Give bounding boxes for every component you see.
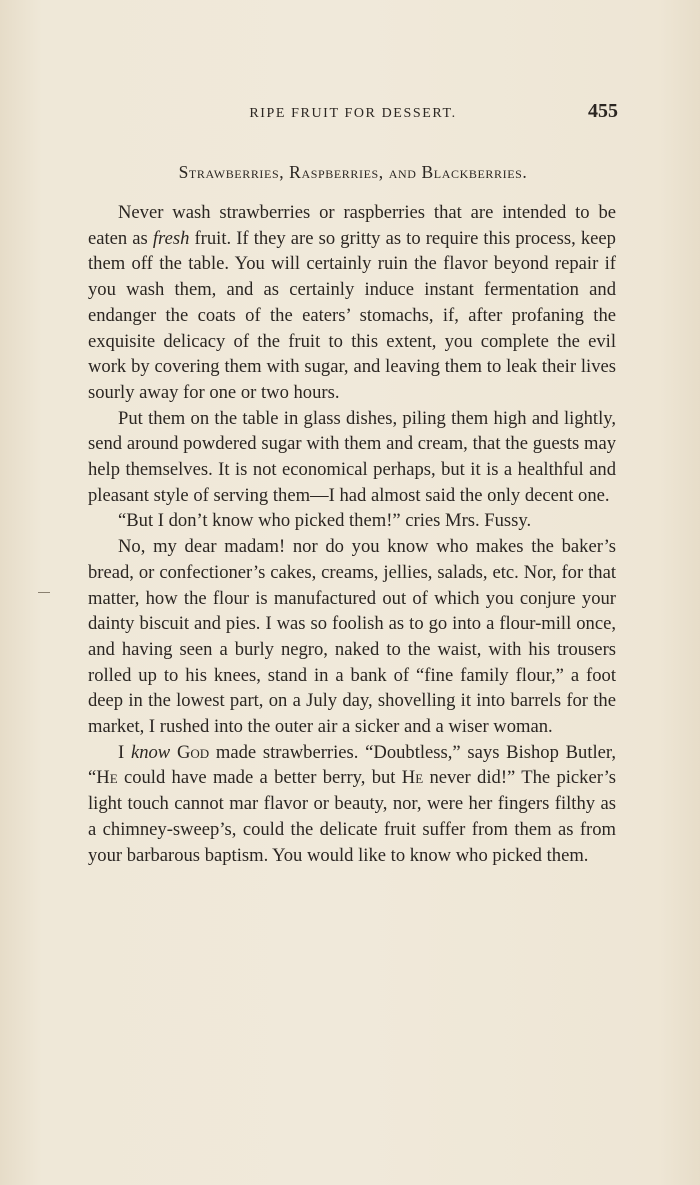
- paragraph: [88, 534, 616, 740]
- text-segment: I: [118, 741, 131, 763]
- text-segment: could have made a better berry, but: [117, 767, 402, 789]
- page-header: [88, 100, 618, 130]
- smallcaps-text: He: [96, 767, 118, 789]
- text-segment: never did!” The picker’s light touch cannot mar flavor or beauty, nor, were her fingers filthy as a chimney-sweep’s, could the delicate fruit suffer from them as from your barbarous baptism. You would like to know who picked them.: [88, 767, 616, 866]
- body-text: [88, 200, 616, 868]
- paragraph: [88, 200, 616, 406]
- text-segment: Never wash strawberries or raspberries that are intended to be eaten as: [88, 202, 616, 249]
- text-segment: fruit. If they are so gritty as to require this process, keep them off the table. You will certainly ruin the flavor beyond repair if you wash them, and as certainly induce instant fermentation and endanger the coats of the eaters’ stomachs, if, after profaning the exquisite delicacy of the fruit to this extent, you complete the evil work by covering them with sugar, and leaving them to leak their lives sourly away for one or two hours.: [88, 227, 616, 403]
- paragraph: [88, 740, 616, 869]
- paragraph: [88, 406, 616, 509]
- smallcaps-text: He: [401, 767, 424, 789]
- text-segment: [170, 742, 177, 763]
- text-segment: Put them on the table in glass dishes, piling them high and lightly, send around powdered sugar with them and cream, that the guests may help themselves. It is not economical perhaps, but it is a healthful and pleasant style of serving them—I had almost said the only decent one.: [88, 407, 616, 506]
- margin-mark: [38, 592, 50, 593]
- paragraph: [88, 508, 616, 534]
- smallcaps-text: God: [176, 741, 210, 763]
- text-segment: made strawberries. “Doubtless,” says Bishop Butler, “: [88, 741, 616, 789]
- running-head: RIPE FRUIT FOR DESSERT.: [249, 106, 457, 121]
- section-title: Strawberries, Raspberries, and Blackberries.: [178, 162, 528, 182]
- italic-text: fresh: [152, 227, 190, 249]
- italic-text: know: [130, 741, 171, 763]
- page-number: 455: [588, 100, 618, 122]
- text-segment: “But I don’t know who picked them!” cries Mrs. Fussy.: [118, 510, 532, 532]
- text-segment: No, my dear madam! nor do you know who makes the baker’s bread, or confectioner’s cakes, creams, jellies, salads, etc. Nor, for that matter, how the flour is manufactured out of which you conjure your dainty biscuit and pies. I was so foolish as to go into a flour-mill once, and having seen a burly negro, naked to the waist, with his trousers rolled up to his knees, stand in a bank of “fine family flour,” a foot deep in the lowest part, on a July day, shovelling it into barrels for the market, I rushed into the outer air a sicker and a wiser woman.: [88, 536, 616, 738]
